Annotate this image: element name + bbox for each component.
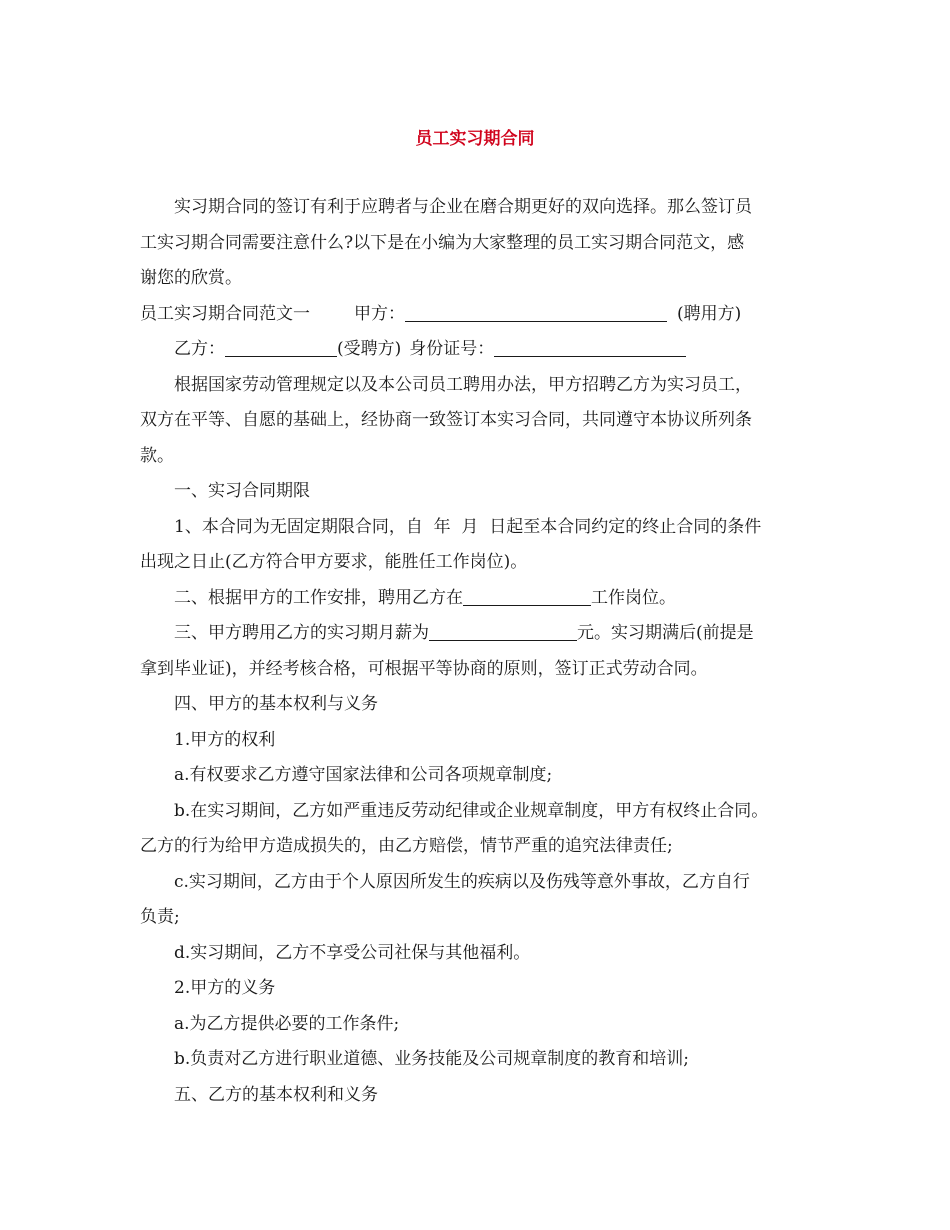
section-2-text: 二、根据甲方的工作安排，聘用乙方在 xyxy=(174,587,463,608)
clause-1-line-2: 出现之日止(乙方符合甲方要求，能胜任工作岗位)。 xyxy=(140,552,528,572)
right-c-line-2: 负责; xyxy=(140,907,180,927)
rights-heading: 1.甲方的权利 xyxy=(174,729,276,750)
right-a: a.有权要求乙方遵守国家法律和公司各项规章制度; xyxy=(174,765,553,785)
duty-b: b.负责对乙方进行职业道德、业务技能及公司规章制度的教育和培训; xyxy=(174,1049,690,1069)
section-3-text: 三、甲方聘用乙方的实习期月薪为 xyxy=(174,623,429,643)
sample-heading: 员工实习期合同范文一 xyxy=(140,303,310,324)
party-a-line xyxy=(140,297,820,333)
salary-blank xyxy=(429,622,577,641)
section-5-heading: 五、乙方的基本权利和义务 xyxy=(174,1084,378,1105)
intro-line-2: 工实习期合同需要注意什么?以下是在小编为大家整理的员工实习期合同范文，感 xyxy=(140,232,745,253)
section-2-line xyxy=(140,581,820,617)
party-b-role: (受聘方) xyxy=(337,339,402,359)
position-blank xyxy=(463,587,591,606)
right-d: d.实习期间，乙方不享受公司社保与其他福利。 xyxy=(174,942,531,963)
document-title: 员工实习期合同 xyxy=(415,129,535,149)
section-1-heading: 一、实习合同期限 xyxy=(174,481,310,501)
party-a-label: 甲方： xyxy=(354,303,405,324)
party-b-label: 乙方： xyxy=(174,339,225,359)
preamble-line-3: 款。 xyxy=(140,445,174,466)
section-4-heading: 四、甲方的基本权利与义务 xyxy=(174,694,378,714)
right-b-line-2: 乙方的行为给甲方造成损失的，由乙方赔偿，情节严重的追究法律责任; xyxy=(140,836,673,856)
intro-line-1: 实习期合同的签订有利于应聘者与企业在磨合期更好的双向选择。那么签订员 xyxy=(174,197,752,217)
duties-heading: 2.甲方的义务 xyxy=(174,978,276,998)
party-a-role: (聘用方) xyxy=(677,303,742,324)
party-b-line xyxy=(140,332,820,368)
party-b-blank xyxy=(225,338,337,357)
party-a-blank xyxy=(405,303,667,322)
right-c-line-1: c.实习期间，乙方由于个人原因所发生的疾病以及伤残等意外事故，乙方自行 xyxy=(174,871,750,892)
section-3-line xyxy=(140,616,820,652)
id-blank xyxy=(494,338,686,357)
preamble-line-2: 双方在平等、自愿的基础上，经协商一致签订本实习合同，共同遵守本协议所列条 xyxy=(140,410,752,430)
document-body xyxy=(140,190,820,1113)
intro-line-3: 谢您的欣赏。 xyxy=(140,268,242,288)
right-b-line-1: b.在实习期间，乙方如严重违反劳动纪律或企业规章制度，甲方有权终止合同。 xyxy=(174,800,769,821)
id-label: 身份证号： xyxy=(409,339,495,359)
preamble-line-1: 根据国家劳动管理规定以及本公司员工聘用办法，甲方招聘乙方为实习员工， xyxy=(174,374,752,395)
section-2-suffix: 工作岗位。 xyxy=(591,587,676,608)
duty-a: a.为乙方提供必要的工作条件; xyxy=(174,1013,400,1034)
section-3-suffix: 元。实习期满后(前提是 xyxy=(577,623,754,643)
clause-1-line-1: 1、本合同为无固定期限合同，自 年 月 日起至本合同约定的终止合同的条件 xyxy=(174,516,762,537)
section-3-continued: 拿到毕业证)，并经考核合格，可根据平等协商的原则，签订正式劳动合同。 xyxy=(140,658,708,679)
